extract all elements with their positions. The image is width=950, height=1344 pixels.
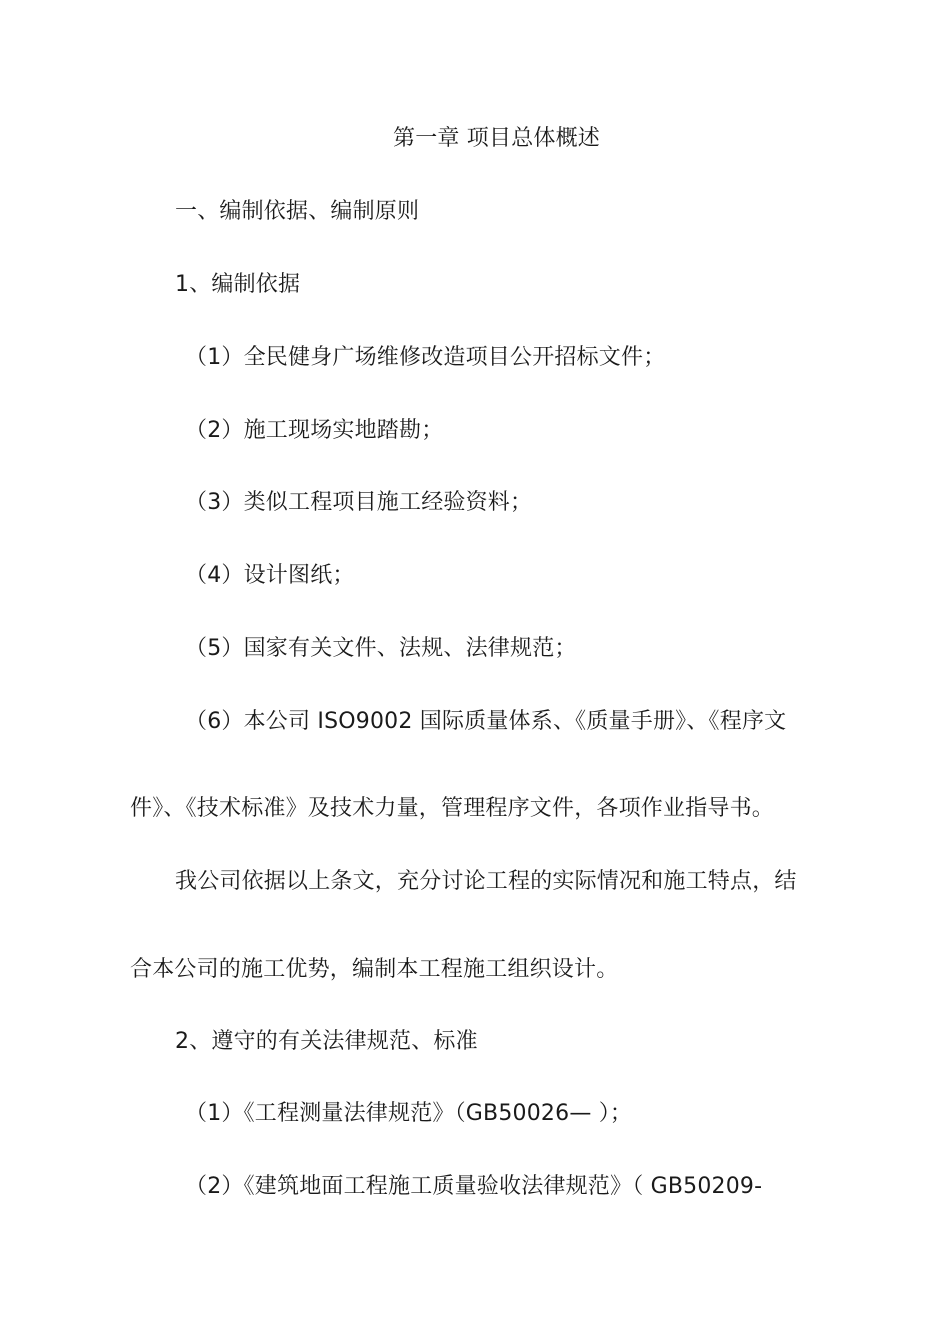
subsection-heading: 1、编制依据	[175, 272, 301, 297]
basis-item-6-continued: 件》、《技术标准》及技术力量，管理程序文件，各项作业指导书。	[130, 796, 775, 821]
standard-item-1: （1）《工程测量法律规范》（GB50026— ）；	[185, 1101, 633, 1126]
subsection-heading: 2、遵守的有关法律规范、标准	[175, 1029, 478, 1054]
paragraph-line: 我公司依据以上条文，充分讨论工程的实际情况和施工特点，结	[175, 869, 797, 894]
basis-item-4: （4）设计图纸；	[185, 563, 355, 588]
basis-item-1: （1）全民健身广场维修改造项目公开招标文件；	[185, 345, 666, 370]
basis-item-6: （6）本公司 ISO9002 国际质量体系、《质量手册》、《程序文	[185, 709, 787, 734]
section-heading: 一、编制依据、编制原则	[175, 199, 420, 224]
basis-item-5: （5）国家有关文件、法规、法律规范；	[185, 636, 577, 661]
standard-item-2: （2）《建筑地面工程施工质量验收法律规范》（ GB50209-	[185, 1174, 763, 1199]
chapter-title: 第一章 项目总体概述	[393, 126, 600, 151]
basis-item-3: （3）类似工程项目施工经验资料；	[185, 490, 533, 515]
basis-item-2: （2）施工现场实地踏勘；	[185, 418, 444, 443]
paragraph-line-continued: 合本公司的施工优势，编制本工程施工组织设计。	[130, 957, 619, 982]
